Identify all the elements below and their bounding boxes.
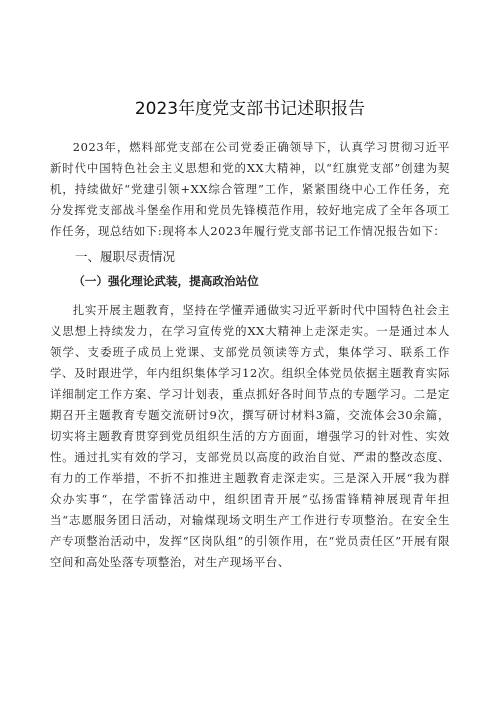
body-paragraph: 扎实开展主题教育，坚持在学懂弄通做实习近平新时代中国特色社会主义思想上持续发力，在学习宣传党的XX大精神上走深走实。一是通过本人领学、支委班子成员上党课、支部党员领读等方式，集体学习、联系工作学、及时跟进学，年内组织集体学习12次。组织全体党员依据主题教育实际详细制定工作方案、学习计划表，重点抓好各时间节点的专题学习。二是定期召开主题教育专题交流研讨9次，撰写研讨材料3篇，交流体会30余篇，切实将主题教育贯穿到党员组织生活的方方面面，增强学习的针对性、实效性。通过扎实有效的学习，支部党员以高度的政治自觉、严肃的整改态度、有力的工作举措，不折不扣推进主题教育走深走实。三是深入开展“我为群众办实事“，在学雷锋活动中，组织团青开展“弘扬雷锋精神展现青年担当“志愿服务团日活动，对输煤现场文明生产工作进行专项整治。在安全生产专项整治活动中，发挥“区岗队组”的引领作用，在“党员责任区”开展有限空间和高处坠落专项整治，对生产现场平台、: [50, 303, 450, 569]
intro-paragraph: 2023年，燃料部党支部在公司党委正确领导下，认真学习贯彻习近平新时代中国特色社会主义思想和党的XX大精神，以“红旗党支部”创建为契机，持续做好“党建引领+XX综合管理”工作，紧紧围绕中心工作任务，充分发挥党支部战斗堡垒作用和党员先锋模范作用，较好地完成了全年各项工作任务，现总结如下:现将本人2023年履行党支部书记工作情况报告如下：: [50, 140, 450, 238]
document-title: 2023年度党支部书记述职报告: [134, 99, 366, 119]
subsection-heading: （一）强化理论武装，提高政治站位: [73, 274, 259, 288]
section-heading: 一、履职尽责情况: [75, 249, 176, 264]
